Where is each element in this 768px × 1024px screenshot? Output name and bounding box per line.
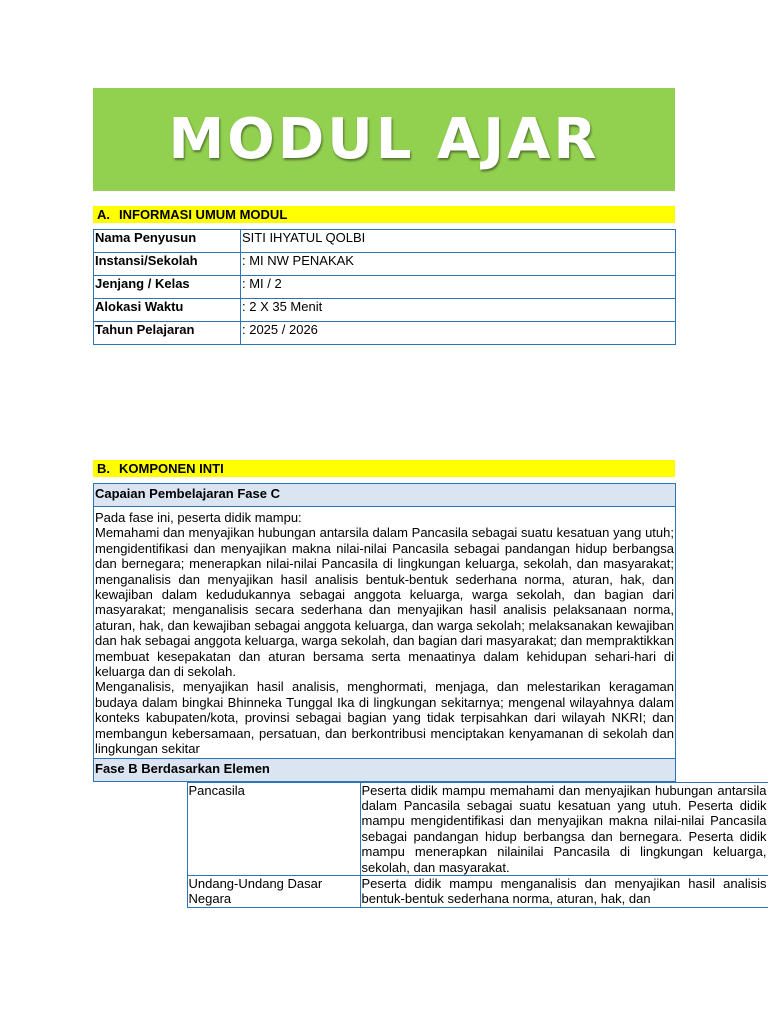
info-row [94,230,676,253]
info-key: Instansi/Sekolah [94,253,241,276]
info-value: : MI / 2 [241,276,676,299]
info-key: Alokasi Waktu [94,299,241,322]
info-value: : 2025 / 2026 [241,322,676,345]
info-key: Tahun Pelajaran [94,322,241,345]
table-row [187,782,768,875]
section-a-number: A. [97,207,110,222]
element-description: Peserta didik mampu memahami dan menyajikan hubungan antarsila dalam Pancasila sebagai suatu kesatuan yang utuh. Peserta didik mampu mengidentifikasi dan menyajikan makna nilai-nilai Pancasila sebagai pandangan hidup berbangsa dan bernegara. Peserta didik mampu menerapkan nilainilai Pancasila di lingkungan keluarga, sekolah, dan masyarakat. [361,782,767,875]
core-component-table [93,483,767,907]
table-row [187,875,768,907]
general-info-table [93,229,676,345]
fase-b-container [94,781,767,907]
info-value: : MI NW PENAKAK [241,253,676,276]
document-title: MODUL AJAR [168,107,600,172]
section-b-number: B. [97,461,110,476]
info-row [94,276,676,299]
capaian-paragraph-1: Memahami dan menyajikan hubungan antarsila dalam Pancasila sebagai suatu kesatuan yang utuh; mengidentifikasi dan menyajikan makna nilai-nilai Pancasila sebagai pandangan hidup berbangsa dan bernegara; menerapkan nilai-nilai Pancasila di lingkungan keluarga, sekolah, dan masyarakat; menganalisis dan menyajikan hasil analisis bentuk-bentuk sederhana norma, aturan, hak, dan kewajiban dalam kedudukannya sebagai anggota keluarga, warga sekolah, dan bagian dari masyarakat; menganalisis secara sederhana dan menyajikan hasil analisis pelaksanaan norma, aturan, hak, dan kewajiban sebagai anggota keluarga, dan warga sekolah; melaksanakan kewajiban dan hak sebagai anggota keluarga, warga sekolah, dan bagian dari masyarakat; dan mempraktikkan membuat kesepakatan dan aturan bersama serta menaatinya dalam kehidupan sehari-hari di keluarga dan di sekolah. [95,525,674,680]
section-b-heading [93,460,675,477]
info-value: : 2 X 35 Menit [241,299,676,322]
element-name: Undang-Undang Dasar Negara [187,875,360,907]
element-name: Pancasila [187,782,360,875]
fase-b-table [187,782,768,908]
capaian-header: Capaian Pembelajaran Fase C [94,484,676,507]
info-key: Nama Penyusun [94,230,241,253]
info-key: Jenjang / Kelas [94,276,241,299]
info-row [94,253,676,276]
capaian-intro: Pada fase ini, peserta didik mampu: [95,510,302,525]
info-row [94,322,676,345]
section-a-heading [93,206,675,223]
section-b-title: KOMPONEN INTI [119,461,224,476]
capaian-body [94,507,676,759]
info-value: SITI IHYATUL QOLBI [241,230,676,253]
section-a-title: INFORMASI UMUM MODUL [119,207,288,222]
title-banner [93,88,675,191]
element-description: Peserta didik mampu menganalisis dan menyajikan hasil analisis bentuk-bentuk sederhana norma, aturan, hak, dan [361,875,767,907]
capaian-paragraph-2: Menganalisis, menyajikan hasil analisis, menghormati, menjaga, dan melestarikan keragaman budaya dalam bingkai Bhinneka Tunggal Ika di lingkungan sekitarnya; mengenal wilayahnya dalam konteks kabupaten/kota, provinsi sebagai bagian yang tidak terpisahkan dari wilayah NKRI; dan membangun kebersamaan, persatuan, dan berkontribusi menciptakan kenyamanan di sekolah dan lingkungan sekitar [95,679,674,757]
info-row [94,299,676,322]
fase-b-header: Fase B Berdasarkan Elemen [94,758,676,781]
